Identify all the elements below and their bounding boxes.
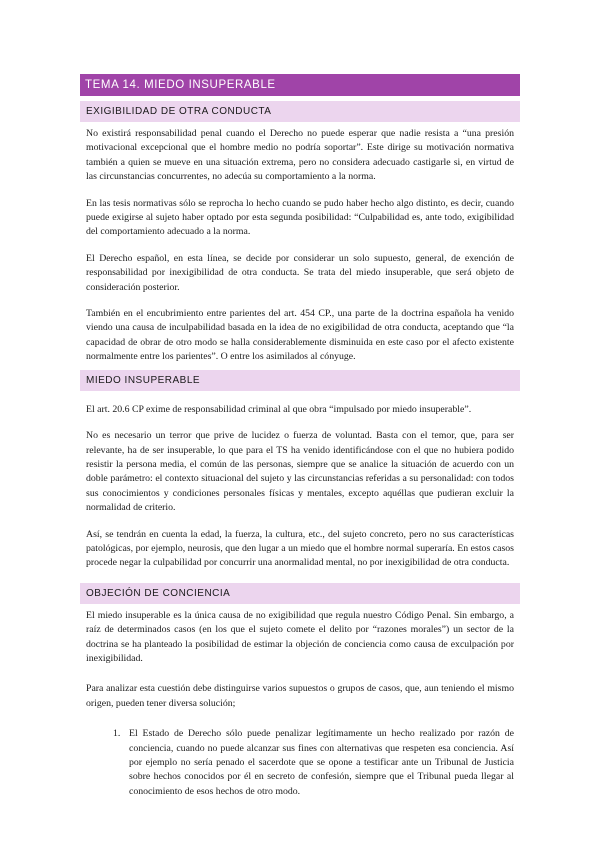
paragraph: Para analizar esta cuestión debe distinguirse varios supuestos o grupos de casos, que, aun teniendo el mismo origen, pueden tener diversa solución; — [86, 683, 514, 709]
numbered-list — [80, 727, 520, 799]
paragraph: No es necesario un terror que prive de lucidez o fuerza de voluntad. Basta con el temor, que, para ser relevante, ha de ser insuperable, lo que para el TS ha venido identificándose con el que no hubiera podido resistir la persona media, el común de las personas, siempre que se analice la situación de acuerdo con un doble parámetro: el contexto situacional del sujeto y las circunstancias referidas a su personalidad: con todos sus conocimientos y condiciones personales físicas y mentales, excepto aquéllas que pudieran excluir la normalidad de criterio. — [86, 430, 514, 514]
paragraph: También en el encubrimiento entre parientes del art. 454 CP., una parte de la doctrina española ha venido viendo una causa de inculpabilidad basada en la idea de no exigibilidad de otra conducta, aceptando que “la capacidad de obrar de otro modo se halla considerablemente disminuida en este caso por el afecto existente normalmente entre los parientes”. O entre los asimilados al cónyuge. — [86, 308, 514, 363]
paragraph: Así, se tendrán en cuenta la edad, la fuerza, la cultura, etc., del sujeto concreto, pero no sus características patológicas, por ejemplo, neurosis, que den lugar a un miedo que el hombre normal superaría. En estos casos procede negar la culpabilidad por concurrir una anormalidad mental, no por inexigibilidad de otra conducta. — [86, 528, 514, 569]
paragraph: El Derecho español, en esta línea, se decide por considerar un solo supuesto, general, de exención de responsabilidad por inexigibilidad de otra conducta. Se trata del miedo insuperable, que será objeto de consideración posterior. — [86, 252, 514, 293]
paragraph: El art. 20.6 CP exime de responsabilidad criminal al que obra “impulsado por miedo insuperable”. — [86, 403, 472, 415]
paragraph: El miedo insuperable es la única causa de no exigibilidad que regula nuestro Código Penal. Sin embargo, a raíz de determinados casos (en los que el sujeto comete el delito por “razones morales”) un sector de la doctrina se ha planteado la posibilidad de estimar la objeción de conciencia como causa de exculpación por inexigibilidad. — [86, 609, 514, 664]
section-heading-objecion-conciencia: OBJECIÓN DE CONCIENCIA — [80, 583, 520, 604]
section-heading-exigibilidad: EXIGIBILIDAD DE OTRA CONDUCTA — [80, 101, 520, 122]
list-item — [80, 727, 520, 799]
paragraph: No existirá responsabilidad penal cuando el Derecho no puede esperar que nadie resista a “una presión motivacional excepcional que el hombre medio no podría soportar”. Este dirige su motivación normativa también a quien se mueve en una situación extrema, pero no considera adecuado castigarle si, en virtud de las circunstancias concurrentes, no adecúa su comportamiento a la norma. — [86, 128, 514, 183]
document-page — [80, 74, 520, 799]
paragraph: En las tesis normativas sólo se reprocha lo hecho cuando se pudo haber hecho algo distinto, es decir, cuando puede exigirse al sujeto haber optado por esta segunda posibilidad: “Culpabilidad es, ante todo, exigibilidad del comportamiento adecuado a la norma. — [86, 197, 514, 238]
section-heading-miedo-insuperable: MIEDO INSUPERABLE — [80, 370, 520, 391]
list-item-number: 1. — [113, 728, 121, 740]
list-item-text: El Estado de Derecho sólo puede penalizar legítimamente un hecho realizado por razón de conciencia, cuando no puede alcanzar sus fines con alternativas que respeten esa conciencia. Así por ejemplo no sería penado el sacerdote que se opone a testificar ante un Tribunal de Justicia sobre hechos conocidos por él en secreto de confesión, siempre que el Tribunal pueda llegar al conocimiento de esos hechos de otro modo. — [129, 728, 514, 797]
page-title: TEMA 14. MIEDO INSUPERABLE — [80, 74, 520, 96]
